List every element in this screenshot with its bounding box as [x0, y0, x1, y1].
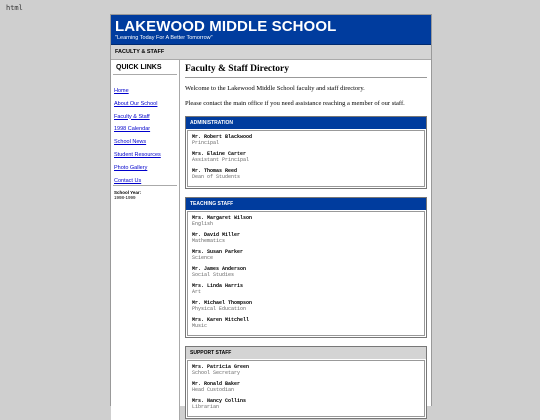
nav-link-about[interactable]: About Our School — [114, 100, 158, 107]
staff-entry — [192, 249, 420, 261]
staff-name: Mrs. Margaret Wilson — [192, 215, 253, 221]
staff-role: Librarian — [192, 404, 220, 410]
staff-role: School Secretary — [192, 370, 241, 376]
section-administration — [185, 116, 427, 189]
staff-list — [187, 211, 425, 336]
staff-entry — [192, 398, 420, 410]
staff-name: Mrs. Elaine Carter — [192, 151, 247, 157]
breadcrumb: FACULTY & STAFF — [111, 45, 431, 60]
staff-role: English — [192, 221, 214, 227]
staff-name: Mr. Thomas Reed — [192, 168, 238, 174]
staff-name: Mrs. Patricia Green — [192, 364, 250, 370]
nav-link-gallery[interactable]: Photo Gallery — [114, 164, 148, 171]
staff-entry — [192, 381, 420, 393]
staff-role: Mathematics — [192, 238, 226, 244]
contact-note: Please contact the main office if you need assistance reaching a member of our staff. — [185, 100, 405, 107]
nav-link-home[interactable]: Home — [114, 88, 129, 94]
staff-name: Mr. Michael Thompson — [192, 300, 253, 306]
staff-name: Mr. David Miller — [192, 232, 241, 238]
main-content — [180, 60, 431, 420]
section-heading: SUPPORT STAFF — [186, 347, 426, 359]
page-container — [110, 14, 432, 410]
staff-role: Head Custodian — [192, 387, 235, 393]
staff-role: Physical Education — [192, 306, 247, 312]
staff-name: Mrs. Susan Parker — [192, 249, 244, 255]
sidebar-heading: QUICK LINKS — [113, 60, 177, 75]
section-heading: ADMINISTRATION — [186, 117, 426, 129]
site-header — [111, 15, 431, 45]
intro-text: Welcome to the Lakewood Middle School faculty and staff directory. — [185, 85, 365, 92]
staff-name: Mr. James Anderson — [192, 266, 247, 272]
staff-entry — [192, 151, 420, 163]
section-heading: TEACHING STAFF — [186, 198, 426, 210]
staff-role: Assistant Principal — [192, 157, 250, 163]
nav-link-contact[interactable]: Contact Us — [114, 177, 142, 184]
nav-link-news[interactable]: School News — [114, 139, 147, 146]
sidebar-links — [111, 75, 179, 184]
staff-name: Mr. Robert Blackwood — [192, 134, 253, 140]
staff-list — [187, 130, 425, 187]
staff-entry — [192, 317, 420, 329]
staff-entry — [192, 300, 420, 312]
site-title: LAKEWOOD MIDDLE SCHOOL — [115, 18, 337, 35]
nav-link-faculty[interactable]: Faculty & Staff — [114, 113, 150, 120]
staff-role: Art — [192, 289, 202, 295]
staff-entry — [192, 215, 420, 227]
section-teaching-staff — [185, 197, 427, 338]
staff-entry — [192, 134, 420, 146]
school-year-box — [113, 185, 177, 204]
staff-role: Science — [192, 255, 214, 261]
nav-link-resources[interactable]: Student Resources — [114, 151, 161, 158]
school-year-value: 1998-1999 — [114, 195, 136, 201]
staff-name: Mrs. Linda Harris — [192, 283, 244, 289]
staff-name: Mrs. Nancy Collins — [192, 398, 247, 404]
staff-entry — [192, 232, 420, 244]
staff-role: Principal — [192, 140, 220, 146]
frame-label: html — [6, 4, 23, 12]
staff-entry — [192, 364, 420, 376]
page-title: Faculty & Staff Directory — [185, 64, 427, 78]
school-year-label: School Year: — [114, 190, 142, 196]
staff-list — [187, 360, 425, 417]
staff-role: Social Studies — [192, 272, 235, 278]
staff-entry — [192, 283, 420, 295]
staff-role: Dean of Students — [192, 174, 241, 180]
sidebar — [111, 60, 180, 420]
staff-entry — [192, 168, 420, 180]
nav-link-calendar[interactable]: 1998 Calendar — [114, 126, 151, 133]
section-support-staff — [185, 346, 427, 419]
staff-role: Music — [192, 323, 208, 329]
staff-name: Mrs. Karen Mitchell — [192, 317, 250, 323]
staff-entry — [192, 266, 420, 278]
staff-name: Mr. Ronald Baker — [192, 381, 241, 387]
site-motto: "Learning Today For A Better Tomorrow" — [115, 35, 213, 41]
